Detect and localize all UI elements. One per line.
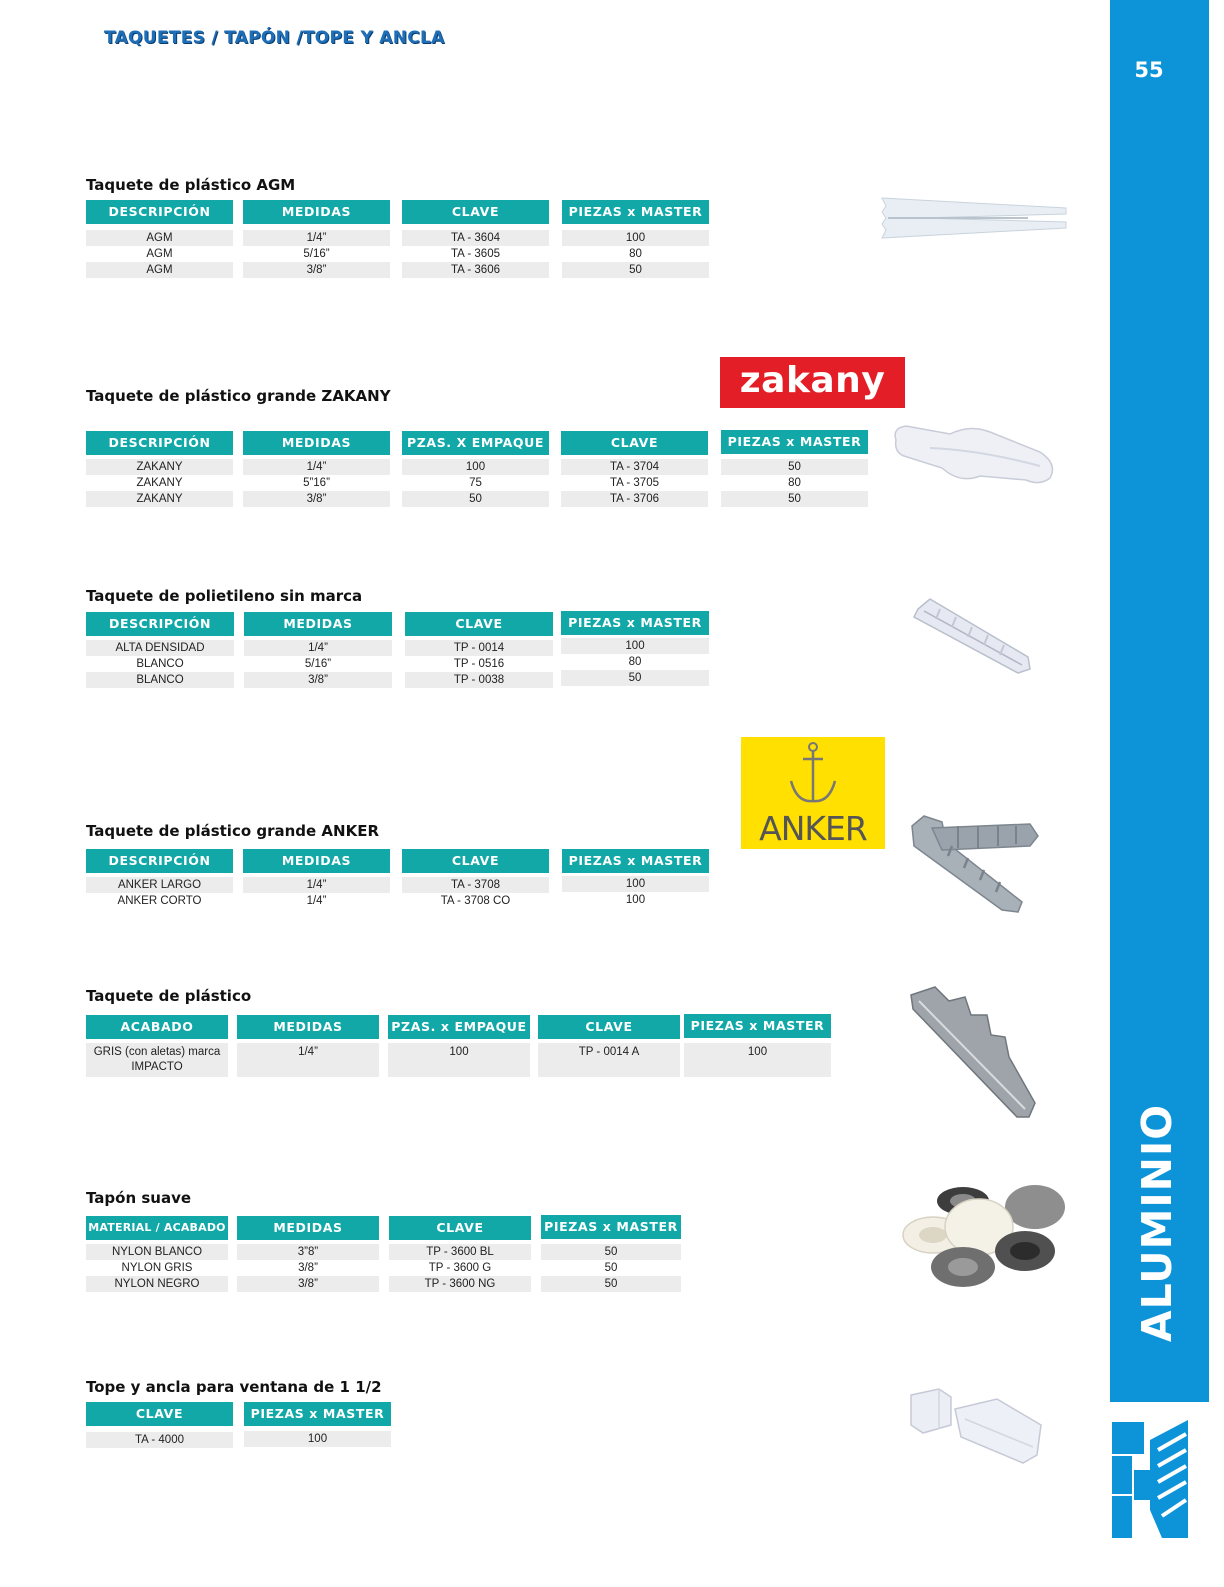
page-number: 55 (1134, 58, 1164, 82)
table-cell: 3/8” (298, 1262, 318, 1274)
table-cell: TP - 3600 G (428, 1262, 492, 1274)
table-cell: NYLON GRIS (121, 1262, 193, 1274)
table-cell: 1/4” (243, 877, 390, 893)
table-cell: ANKER LARGO (86, 877, 233, 893)
table-cell: TP - 3600 BL (389, 1244, 531, 1260)
column-clave (402, 849, 549, 909)
column-header: PIEZAS x MASTER (561, 611, 709, 635)
catalog-logo-icon (1110, 1420, 1190, 1540)
column-descripcion (86, 200, 233, 278)
column-descripcion (86, 849, 233, 909)
column-header: CLAVE (402, 849, 549, 873)
table-cell: 100 (562, 230, 709, 246)
table-cell: 50 (721, 491, 868, 507)
product-title: Taquete de plástico AGM (86, 176, 296, 194)
column-descripcion (86, 431, 233, 507)
table-cell: 50 (604, 1262, 618, 1274)
column-header: DESCRIPCIÓN (86, 431, 233, 455)
table-cell: TA - 3704 (561, 459, 708, 475)
table-cell: 80 (629, 248, 642, 260)
column-header: PIEZAS x MASTER (721, 430, 868, 454)
table-cell: ALTA DENSIDAD (86, 640, 234, 656)
table-cell: AGM (86, 262, 233, 278)
column-header: PIEZAS x MASTER (562, 849, 709, 873)
anker-anchor-image (902, 812, 1042, 916)
column-pzas-empaque (402, 431, 549, 507)
column-clave (538, 1015, 680, 1077)
product-title: Taquete de plástico (86, 987, 252, 1005)
table-cell: 1/4” (243, 230, 390, 246)
column-header: PIEZAS x MASTER (541, 1215, 681, 1239)
table-cell: 100 (684, 1043, 831, 1077)
agm-anchor-image (878, 190, 1070, 246)
table-cell: ZAKANY (86, 491, 233, 507)
table-cell: TA - 3708 (402, 877, 549, 893)
zakany-anchor-image (890, 420, 1060, 492)
anker-logo-text: ANKER (759, 809, 867, 848)
table-cell: ZAKANY (136, 477, 183, 489)
column-header: CLAVE (402, 200, 549, 224)
table-cell: TA - 3705 (609, 477, 659, 489)
table-cell: 1/4” (306, 895, 327, 907)
table-cell: TA - 3604 (402, 230, 549, 246)
table-cell: 80 (788, 477, 801, 489)
column-acabado (86, 1015, 228, 1077)
table-cell: TP - 0014 (405, 640, 553, 656)
column-header: DESCRIPCIÓN (86, 200, 233, 224)
table-cell: 100 (388, 1043, 530, 1077)
column-piezas-master (721, 430, 868, 507)
table-cell: 5”16” (303, 477, 330, 489)
table-cell: 80 (628, 656, 642, 668)
table-cell: 50 (562, 262, 709, 278)
column-header: MEDIDAS (243, 200, 390, 224)
column-header: MEDIDAS (243, 849, 390, 873)
tope-ancla-image (905, 1385, 1045, 1470)
column-piezas-master (561, 611, 709, 686)
column-header: MATERIAL / ACABADO (86, 1216, 228, 1240)
section-label (1133, 1103, 1182, 1342)
table-cell: 50 (561, 670, 709, 686)
table-cell: TP - 0014 A (538, 1043, 680, 1077)
table-cell: AGM (86, 230, 233, 246)
table-cell: 1/4” (244, 640, 392, 656)
column-header: MEDIDAS (244, 612, 392, 636)
table-cell: TA - 3606 (402, 262, 549, 278)
table-cell: TP - 3600 NG (389, 1276, 531, 1292)
column-header: PIEZAS x MASTER (562, 200, 709, 224)
tapon-caps-image (895, 1185, 1075, 1300)
column-header: CLAVE (561, 431, 708, 455)
section-label-text: ALUMINIO (1133, 1103, 1182, 1342)
product-title: Taquete de plástico grande ZAKANY (86, 387, 391, 405)
table-cell: 1/4” (237, 1043, 379, 1077)
table-cell: BLANCO (86, 672, 234, 688)
column-clave (86, 1402, 233, 1448)
table-cell: TA - 3706 (561, 491, 708, 507)
table-cell: NYLON BLANCO (86, 1244, 228, 1260)
anker-logo (741, 737, 885, 849)
table-cell: 3/8” (243, 491, 390, 507)
column-medidas (244, 612, 392, 688)
column-clave (389, 1216, 531, 1292)
table-cell: 50 (402, 491, 549, 507)
table-cell: TP - 0038 (405, 672, 553, 688)
column-material-acabado (86, 1216, 228, 1292)
table-cell: 100 (402, 459, 549, 475)
table-cell: ZAKANY (86, 459, 233, 475)
column-piezas-master (684, 1014, 831, 1077)
table-cell: 50 (541, 1276, 681, 1292)
column-header: DESCRIPCIÓN (86, 612, 234, 636)
table-cell: ANKER CORTO (117, 895, 202, 907)
table-cell: 100 (244, 1431, 391, 1447)
impacto-anchor-image (905, 985, 1040, 1125)
table-cell: 100 (561, 638, 709, 654)
column-clave (405, 612, 553, 688)
table-cell: 1/4” (243, 459, 390, 475)
column-piezas-master (244, 1402, 391, 1447)
column-header: CLAVE (538, 1015, 680, 1039)
column-piezas-master (562, 849, 709, 908)
table-cell: 50 (541, 1244, 681, 1260)
table-cell: TP - 0516 (453, 658, 505, 670)
table-cell: 5/16” (304, 658, 332, 670)
column-header: PZAS. x EMPAQUE (388, 1015, 530, 1039)
column-clave (402, 200, 549, 278)
table-cell: 75 (469, 477, 482, 489)
table-cell: 50 (721, 459, 868, 475)
column-piezas-master (562, 200, 709, 278)
table-cell: 5/16” (303, 248, 330, 260)
table-cell: TA - 3708 CO (440, 895, 511, 907)
table-cell: NYLON NEGRO (86, 1276, 228, 1292)
column-medidas (243, 431, 390, 507)
table-cell: TA - 4000 (86, 1432, 233, 1448)
column-header: PIEZAS x MASTER (684, 1014, 831, 1038)
column-header: PZAS. X EMPAQUE (402, 431, 549, 455)
column-piezas-master (541, 1215, 681, 1292)
column-medidas (237, 1216, 379, 1292)
column-header: ACABADO (86, 1015, 228, 1039)
column-clave (561, 431, 708, 507)
table-cell: 100 (625, 894, 646, 906)
table-cell: TA - 3605 (450, 248, 500, 260)
column-header: MEDIDAS (243, 431, 390, 455)
table-cell: 3/8” (244, 672, 392, 688)
table-cell: 100 (562, 876, 709, 892)
column-header: MEDIDAS (237, 1216, 379, 1240)
table-cell: 3/8” (243, 262, 390, 278)
column-header: MEDIDAS (237, 1015, 379, 1039)
column-header: CLAVE (389, 1216, 531, 1240)
product-title: Taquete de plástico grande ANKER (86, 822, 380, 840)
table-cell: GRIS (con aletas) marca IMPACTO (86, 1043, 228, 1077)
zakany-logo: zakany (720, 357, 905, 408)
column-header: CLAVE (86, 1402, 233, 1426)
table-cell: BLANCO (136, 658, 184, 670)
section-sidebar (1110, 0, 1209, 1402)
column-descripcion (86, 612, 234, 688)
table-cell: AGM (146, 248, 173, 260)
column-header: DESCRIPCIÓN (86, 849, 233, 873)
product-title: Tope y ancla para ventana de 1 1/2 (86, 1378, 382, 1396)
page-title: TAQUETES / TAPÓN /TOPE Y ANCLA (104, 28, 445, 48)
anchor-icon (787, 741, 839, 807)
product-title: Taquete de polietileno sin marca (86, 587, 363, 605)
column-header: CLAVE (405, 612, 553, 636)
table-cell: 3/8” (237, 1276, 379, 1292)
polietileno-anchor-image (910, 595, 1035, 677)
product-title: Tapón suave (86, 1189, 192, 1207)
column-header: PIEZAS x MASTER (244, 1402, 391, 1426)
column-medidas (243, 849, 390, 909)
table-cell: 3”8” (237, 1244, 379, 1260)
column-pzas-empaque (388, 1015, 530, 1077)
column-medidas (243, 200, 390, 278)
column-medidas (237, 1015, 379, 1077)
